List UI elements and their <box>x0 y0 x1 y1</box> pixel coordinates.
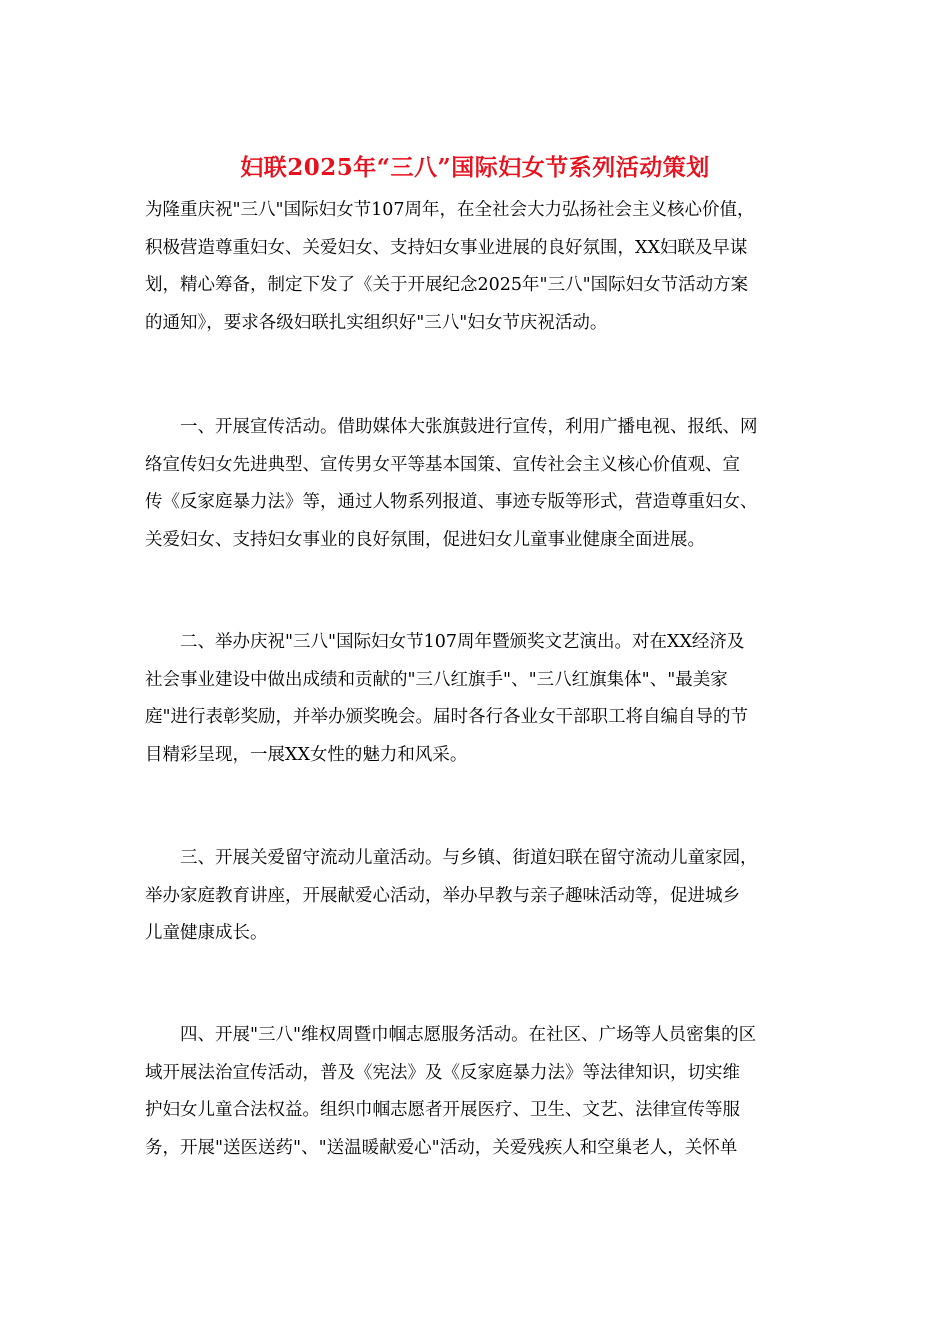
intro-paragraph <box>145 192 810 342</box>
section-1-line: 传《反家庭暴力法》等，通过人物系列报道、事迹专版等形式，营造尊重妇女、 <box>145 492 758 512</box>
section-4-line: 护妇女儿童合法权益。组织巾帼志愿者开展医疗、卫生、文艺、法律宣传等服 <box>145 1100 740 1120</box>
intro-line: 划，精心筹备，制定下发了《关于开展纪念2025年"三八"国际妇女节活动方案 <box>145 275 749 295</box>
section-2-line: 社会事业建设中做出成绩和贡献的"三八红旗手"、"三八红旗集体"、"最美家 <box>145 669 728 690</box>
section-3-paragraph <box>145 840 810 953</box>
section-2-line: 庭"进行表彰奖励，并举办颁奖晚会。届时各行各业女干部职工将自编自导的节 <box>145 707 749 727</box>
intro-line: 积极营造尊重妇女、关爱妇女、支持妇女事业进展的良好氛围，XX妇联及早谋 <box>145 237 748 258</box>
document-title: 妇联2025年“三八”国际妇女节系列活动策划 <box>240 154 710 181</box>
intro-line: 的通知》，要求各级妇联扎实组织好"三八"妇女节庆祝活动。 <box>145 312 608 333</box>
section-4-paragraph <box>145 1017 810 1167</box>
section-1-paragraph <box>145 409 810 559</box>
section-3-line: 三、开展关爱留守流动儿童活动。与乡镇、街道妇联在留守流动儿童家园， <box>145 848 758 868</box>
section-2-line: 二、举办庆祝"三八"国际妇女节107周年暨颁奖文艺演出。对在XX经济及 <box>145 632 745 652</box>
section-2-line: 目精彩呈现，一展XX女性的魅力和风采。 <box>145 744 468 765</box>
section-1-line: 一、开展宣传活动。借助媒体大张旗鼓进行宣传，利用广播电视、报纸、网 <box>145 417 758 437</box>
section-3-line: 儿童健康成长。 <box>145 923 268 943</box>
section-1-line: 络宣传妇女先进典型、宣传男女平等基本国策、宣传社会主义核心价值观、宣 <box>145 454 740 475</box>
section-4-line: 域开展法治宣传活动，普及《宪法》及《反家庭暴力法》等法律知识，切实维 <box>145 1062 740 1083</box>
section-3-line: 举办家庭教育讲座，开展献爱心活动，举办早教与亲子趣味活动等，促进城乡 <box>145 885 740 906</box>
section-4-line: 四、开展"三八"维权周暨巾帼志愿服务活动。在社区、广场等人员密集的区 <box>145 1025 757 1045</box>
section-4-line: 务，开展"送医送药"、"送温暖献爱心"活动，关爱残疾人和空巢老人，关怀单 <box>145 1137 738 1158</box>
intro-line: 为隆重庆祝"三八"国际妇女节107周年，在全社会大力弘扬社会主义核心价值， <box>145 200 755 220</box>
section-1-line: 关爱妇女、支持妇女事业的良好氛围，促进妇女儿童事业健康全面进展。 <box>145 529 705 550</box>
section-2-paragraph <box>145 624 810 774</box>
